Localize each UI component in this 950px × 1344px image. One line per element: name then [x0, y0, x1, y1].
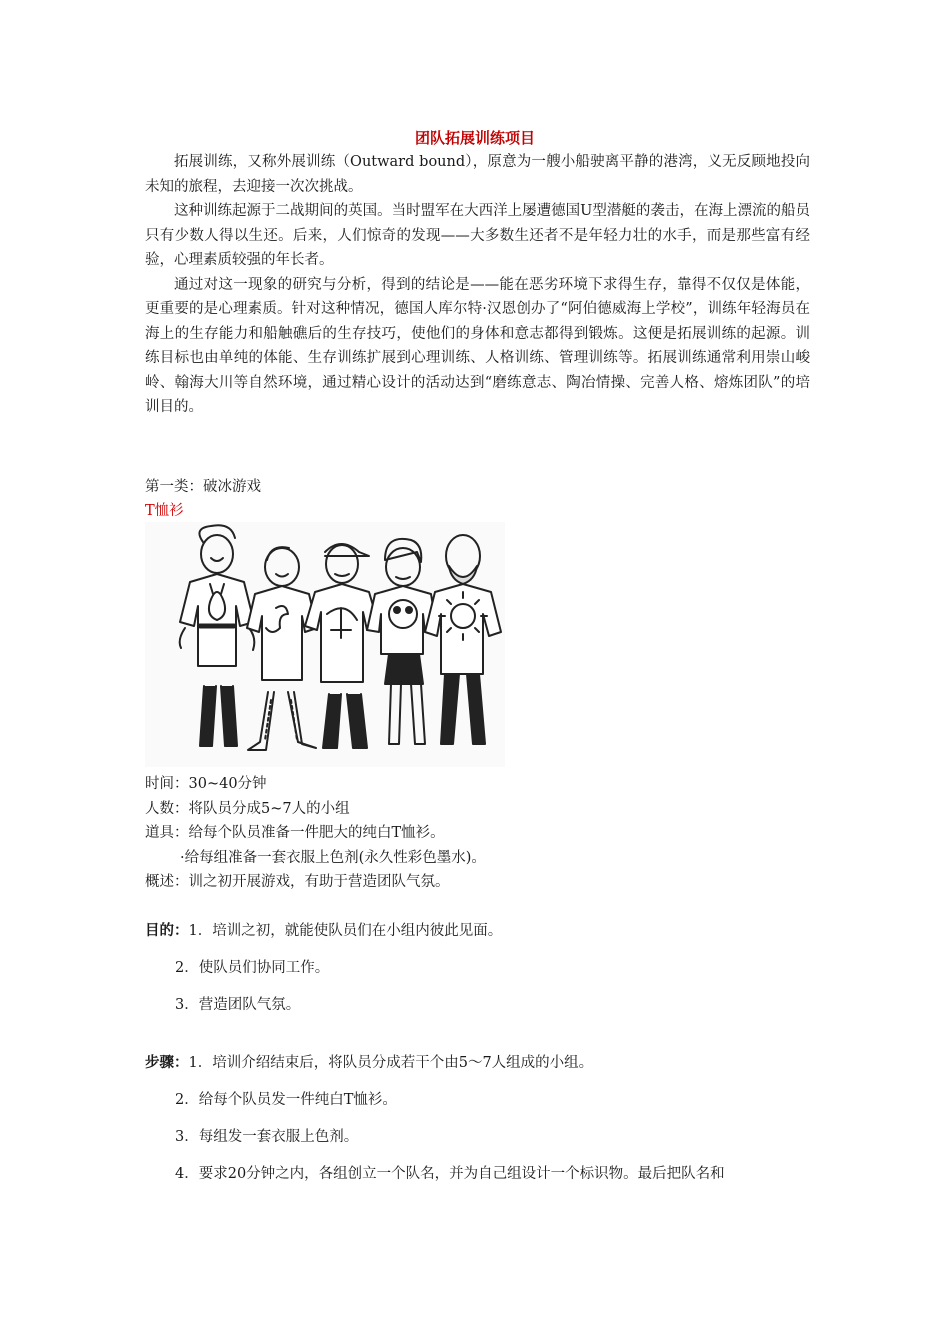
- meta-overview: 概述：训之初开展游戏，有助于营造团队气氛。: [145, 874, 450, 890]
- step-item: 3．每组发一套衣服上色剂。: [175, 1129, 359, 1145]
- goal-item: 2．使队员们协同工作。: [175, 960, 330, 976]
- steps-section: [145, 1051, 725, 1199]
- goal-item: 3．营造团队气氛。: [175, 997, 301, 1013]
- document-title: 团队拓展训练项目: [414, 129, 535, 147]
- meta-people: 人数：将队员分成5~7人的小组: [145, 800, 350, 817]
- category-heading: 第一类：破冰游戏: [145, 479, 261, 495]
- intro-paragraph: 拓展训练，又称外展训练（Outward bound），原意为一艘小船驶离平静的港湾，义无反顾地投向未知的旅程，去迎接一次次挑战。: [145, 154, 810, 195]
- game-name: T恤衫: [145, 503, 184, 519]
- intro-paragraph: 这种训练起源于二战期间的英国。当时盟军在大西洋上屡遭德国U型潜艇的袭击，在海上漂流的船员只有少数人得以生还。后来，人们惊奇的发现——大多数生还者不是年轻力壮的水手，而是那些富有经验，心理素质较强的年长者。: [145, 203, 810, 268]
- meta-time: 时间：30~40分钟: [145, 776, 267, 792]
- meta-props: 道具：给每个队员准备一件肥大的纯白T恤衫。: [145, 825, 445, 841]
- step-item: 4．要求20分钟之内，各组创立一个队名，并为自己组设计一个标识物。最后把队名和: [175, 1166, 725, 1182]
- step-item: 2．给每个队员发一件纯白T恤衫。: [175, 1092, 397, 1108]
- goal-section: [145, 919, 502, 1030]
- goal-label: 目的：: [145, 923, 189, 939]
- steps-label: 步骤：: [145, 1055, 189, 1071]
- game-meta: [145, 772, 486, 895]
- intro-paragraph: 通过对这一现象的研究与分析，得到的结论是——能在恶劣环境下求得生存，靠得不仅仅是体能，更重要的是心理素质。针对这种情况，德国人库尔特·汉恩创办了“阿伯德威海上学校”，训练年轻海员在海上的生存能力和船触礁后的生存技巧，使他们的身体和意志都得到锻炼。这便是拓展训练的起源。训练目标也由单纯的体能、生存训练扩展到心理训练、人格训练、管理训练等。拓展训练通常利用崇山峻岭、翰海大川等自然环境，通过精心设计的活动达到“磨练意志、陶冶情操、完善人格、熔炼团队”的培训目的。: [145, 276, 810, 415]
- step-item: 1．培训介绍结束后，将队员分成若干个由5～7人组成的小组。: [188, 1055, 594, 1071]
- people-illustration: [145, 522, 505, 767]
- goal-item: 1．培训之初，就能使队员们在小组内彼此见面。: [188, 923, 503, 939]
- meta-props-2: ·给每组准备一套衣服上色剂(永久性彩色墨水)。: [180, 849, 486, 866]
- intro-section: [145, 150, 810, 420]
